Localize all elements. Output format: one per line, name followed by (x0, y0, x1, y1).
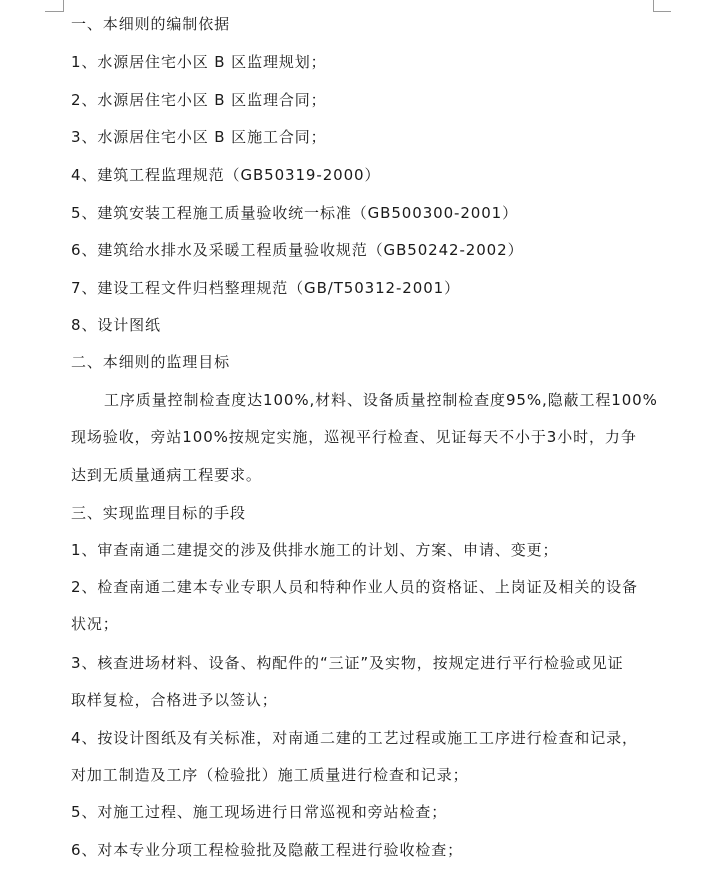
means-item-2-line-2: 状况； (71, 615, 119, 633)
means-item-6: 6、对本专业分项工程检验批及隐蔽工程进行验收检查； (71, 841, 464, 859)
basis-item-4: 4、建筑工程监理规范（GB50319-2000） (71, 166, 381, 184)
crop-mark-top-left-vertical (63, 0, 64, 12)
means-item-5: 5、对施工过程、施工现场进行日常巡视和旁站检查； (71, 803, 448, 821)
means-item-3-line-1: 3、核查进场材料、设备、构配件的“三证”及实物，按规定进行平行检验或见证 (71, 654, 624, 672)
crop-mark-top-left-horizontal (45, 11, 63, 12)
basis-item-1: 1、水源居住宅小区 B 区监理规划； (71, 53, 327, 71)
crop-mark-top-right-vertical (653, 0, 654, 12)
means-item-3-line-2: 取样复检，合格进予以签认； (71, 691, 278, 709)
section-heading-goals: 二、本细则的监理目标 (71, 353, 231, 371)
means-item-4-line-2: 对加工制造及工序（检验批）施工质量进行检查和记录； (71, 766, 469, 784)
goals-paragraph-line-1: 工序质量控制检查度达100%,材料、设备质量控制检查度95%,隐蔽工程100% (104, 391, 658, 409)
crop-mark-top-right-horizontal (653, 11, 671, 12)
section-heading-means: 三、实现监理目标的手段 (71, 504, 246, 522)
means-item-1: 1、审查南通二建提交的涉及供排水施工的计划、方案、申请、变更； (71, 541, 559, 559)
means-item-2-line-1: 2、检查南通二建本专业专职人员和特种作业人员的资格证、上岗证及相关的设备 (71, 578, 638, 596)
basis-item-3: 3、水源居住宅小区 B 区施工合同； (71, 128, 327, 146)
goals-paragraph-line-3: 达到无质量通病工程要求。 (71, 466, 262, 484)
means-item-4-line-1: 4、按设计图纸及有关标准，对南通二建的工艺过程或施工工序进行检查和记录， (71, 729, 638, 747)
section-heading-basis: 一、本细则的编制依据 (71, 15, 231, 33)
basis-item-2: 2、水源居住宅小区 B 区监理合同； (71, 91, 327, 109)
goals-paragraph-line-2: 现场验收，旁站100%按规定实施，巡视平行检查、见证每天不小于3小时，力争 (71, 428, 637, 446)
basis-item-6: 6、建筑给水排水及采暖工程质量验收规范（GB50242-2002） (71, 241, 524, 259)
basis-item-8: 8、设计图纸 (71, 316, 161, 334)
basis-item-5: 5、建筑安装工程施工质量验收统一标准（GB500300-2001） (71, 204, 519, 222)
basis-item-7: 7、建设工程文件归档整理规范（GB/T50312-2001） (71, 279, 460, 297)
